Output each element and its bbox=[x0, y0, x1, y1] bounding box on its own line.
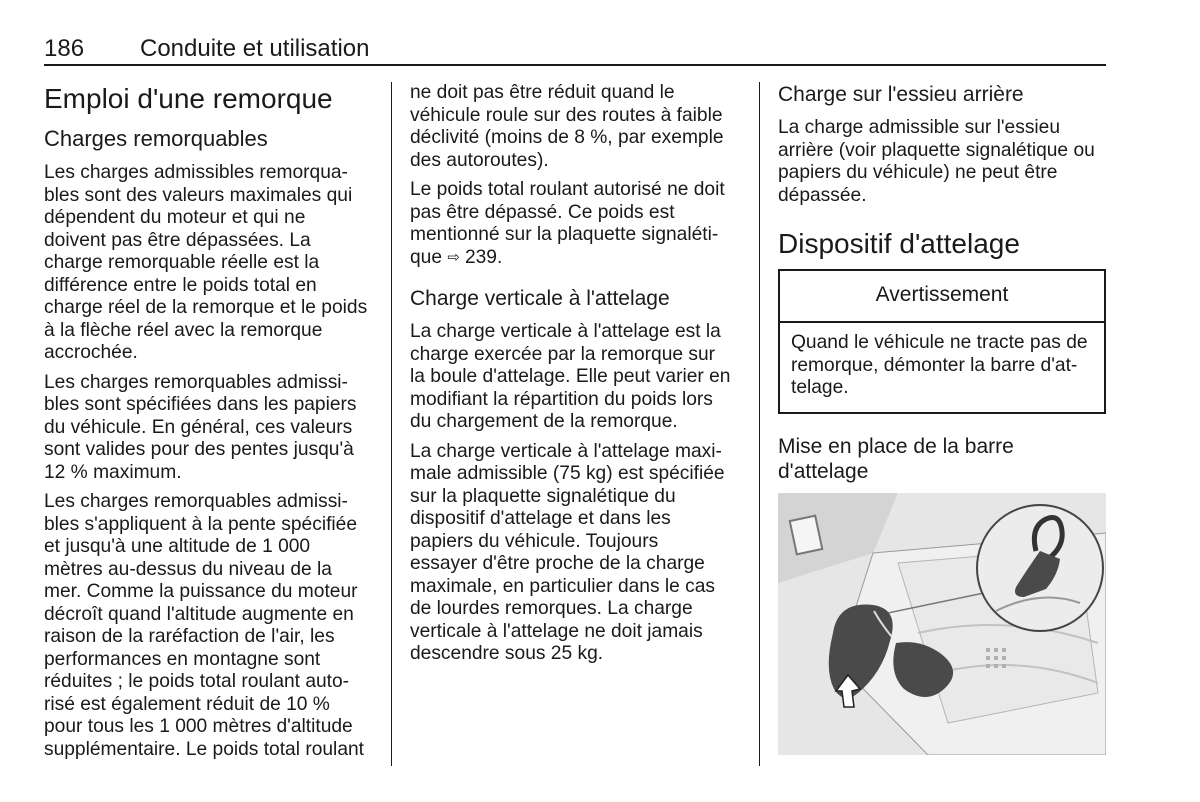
column-2 bbox=[410, 82, 740, 673]
text-line: raison de la raréfaction de l'air, les bbox=[44, 626, 335, 647]
text-line-with-reference bbox=[410, 247, 740, 270]
text-line: réduites ; le poids total roulant auto- bbox=[44, 671, 350, 692]
text-line: véhicule roule sur des routes à faible bbox=[410, 104, 723, 126]
towbar-illustration-drawing bbox=[778, 493, 1106, 755]
text-line: bles sont spécifiées dans les papiers bbox=[44, 394, 357, 415]
section-heading-mise-en-place bbox=[778, 434, 1106, 484]
text-line: du chargement de la remorque. bbox=[410, 411, 678, 432]
text-line: dispositif d'attelage et dans les bbox=[410, 508, 671, 529]
text-line: différence entre le poids total en bbox=[44, 274, 317, 296]
warning-title: Avertissement bbox=[780, 271, 1104, 323]
chapter-title: Emploi d'une remorque bbox=[44, 83, 333, 114]
column-divider-2 bbox=[759, 82, 760, 766]
text-line: remorque, démonter la barre d'at- bbox=[791, 354, 1078, 376]
text-line: La charge verticale à l'attelage maxi- bbox=[410, 440, 722, 462]
header-divider bbox=[44, 64, 1106, 66]
text-line: Le poids total roulant autorisé ne doit bbox=[410, 179, 725, 200]
column-divider-1 bbox=[391, 82, 392, 766]
text-line: mètres au-dessus du niveau de la bbox=[44, 558, 332, 580]
text-line: doivent pas être dépassées. La bbox=[44, 229, 311, 251]
warning-text bbox=[780, 323, 1104, 412]
paragraph-charge-verticale-1 bbox=[410, 321, 740, 434]
page-number: 186 bbox=[44, 35, 85, 62]
text-line: ne doit pas être réduit quand le bbox=[410, 82, 675, 103]
text-line: dépendent du moteur et qui ne bbox=[44, 207, 306, 228]
paragraph-essieu bbox=[778, 117, 1106, 207]
warning-box bbox=[778, 269, 1106, 414]
text-line: la boule d'attelage. Elle peut varier en bbox=[410, 366, 731, 387]
text-line: 12 % maximum. bbox=[44, 461, 182, 483]
text-line: Les charges remorquables admissi- bbox=[44, 491, 348, 512]
text-line: pas être dépassé. Ce poids est bbox=[410, 201, 675, 223]
column-3 bbox=[778, 82, 1106, 755]
text-line: La charge verticale à l'attelage est la bbox=[410, 321, 721, 342]
text-line: bles s'appliquent à la pente spécifiée bbox=[44, 513, 358, 535]
text-fragment: que bbox=[410, 246, 443, 268]
text-line: accrochée. bbox=[44, 342, 138, 363]
text-line: modifiant la répartition du poids lors bbox=[410, 388, 713, 410]
page-reference-arrow-icon: ⇨ bbox=[447, 248, 460, 266]
text-line: verticale à l'attelage ne doit jamais bbox=[410, 620, 703, 642]
text-line: charge réel de la remorque et le poids bbox=[44, 297, 368, 318]
section-heading-essieu: Charge sur l'essieu arrière bbox=[778, 83, 1024, 106]
text-line: papiers du véhicule. Toujours bbox=[410, 530, 659, 552]
text-line: mer. Comme la puissance du moteur bbox=[44, 581, 358, 602]
text-line: et jusqu'à une altitude de 1 000 bbox=[44, 536, 311, 557]
text-line: des autoroutes). bbox=[410, 149, 549, 171]
text-line: descendre sous 25 kg. bbox=[410, 643, 604, 664]
paragraph-poids-total bbox=[410, 179, 740, 269]
section-heading-charges: Charges remorquables bbox=[44, 126, 268, 151]
text-line: telage. bbox=[791, 377, 849, 398]
text-line: charge exercée par la remorque sur bbox=[410, 343, 716, 365]
text-line: de lourdes remorques. La charge bbox=[410, 598, 693, 619]
text-line: supplémentaire. Le poids total roulant bbox=[44, 738, 364, 760]
text-line: papiers du véhicule) ne peut être bbox=[778, 162, 1058, 183]
paragraph-charge-verticale-2 bbox=[410, 441, 740, 666]
paragraph-continued bbox=[410, 82, 740, 172]
text-line: mentionné sur la plaquette signaléti- bbox=[410, 224, 719, 245]
paragraph-charges-1 bbox=[44, 162, 374, 365]
text-line: décroît quand l'altitude augmente en bbox=[44, 603, 354, 625]
text-line: pour tous les 1 000 mètres d'altitude bbox=[44, 716, 353, 737]
text-line: La charge admissible sur l'essieu bbox=[778, 117, 1061, 138]
heading-line: Mise en place de la barre bbox=[778, 434, 1014, 458]
text-line: Les charges remorquables admissi- bbox=[44, 371, 348, 393]
paragraph-charges-3 bbox=[44, 491, 374, 761]
paragraph-charges-2 bbox=[44, 372, 374, 485]
text-line: sur la plaquette signalétique du bbox=[410, 485, 676, 507]
text-line: du véhicule. En général, ces valeurs bbox=[44, 416, 353, 438]
text-line: charge remorquable réelle est la bbox=[44, 252, 320, 273]
text-line: sont valides pour des pentes jusqu'à bbox=[44, 439, 354, 460]
text-line: déclivité (moins de 8 %, par exemple bbox=[410, 127, 724, 148]
section-title: Conduite et utilisation bbox=[140, 35, 370, 62]
text-line: risé est également réduit de 10 % bbox=[44, 693, 330, 715]
text-line: Quand le véhicule ne tracte pas de bbox=[791, 332, 1088, 353]
page-header bbox=[44, 34, 369, 64]
column-1 bbox=[44, 82, 374, 768]
text-line: bles sont des valeurs maximales qui bbox=[44, 184, 353, 206]
text-line: à la flèche réel avec la remorque bbox=[44, 319, 323, 341]
text-line: dépassée. bbox=[778, 184, 867, 206]
text-line: performances en montagne sont bbox=[44, 648, 321, 670]
section-heading-charge-verticale: Charge verticale à l'attelage bbox=[410, 287, 670, 310]
text-line: male admissible (75 kg) est spécifiée bbox=[410, 463, 725, 484]
towbar-illustration bbox=[778, 493, 1106, 755]
text-line: essayer d'être proche de la charge bbox=[410, 553, 705, 574]
chapter-title-dispositif: Dispositif d'attelage bbox=[778, 228, 1020, 259]
text-line: maximale, en particulier dans le cas bbox=[410, 575, 716, 597]
text-line: Les charges admissibles remorqua- bbox=[44, 162, 348, 183]
page-reference-link[interactable]: 239. bbox=[464, 246, 503, 268]
heading-line: d'attelage bbox=[778, 459, 869, 483]
text-line: arrière (voir plaquette signalétique ou bbox=[778, 139, 1095, 161]
